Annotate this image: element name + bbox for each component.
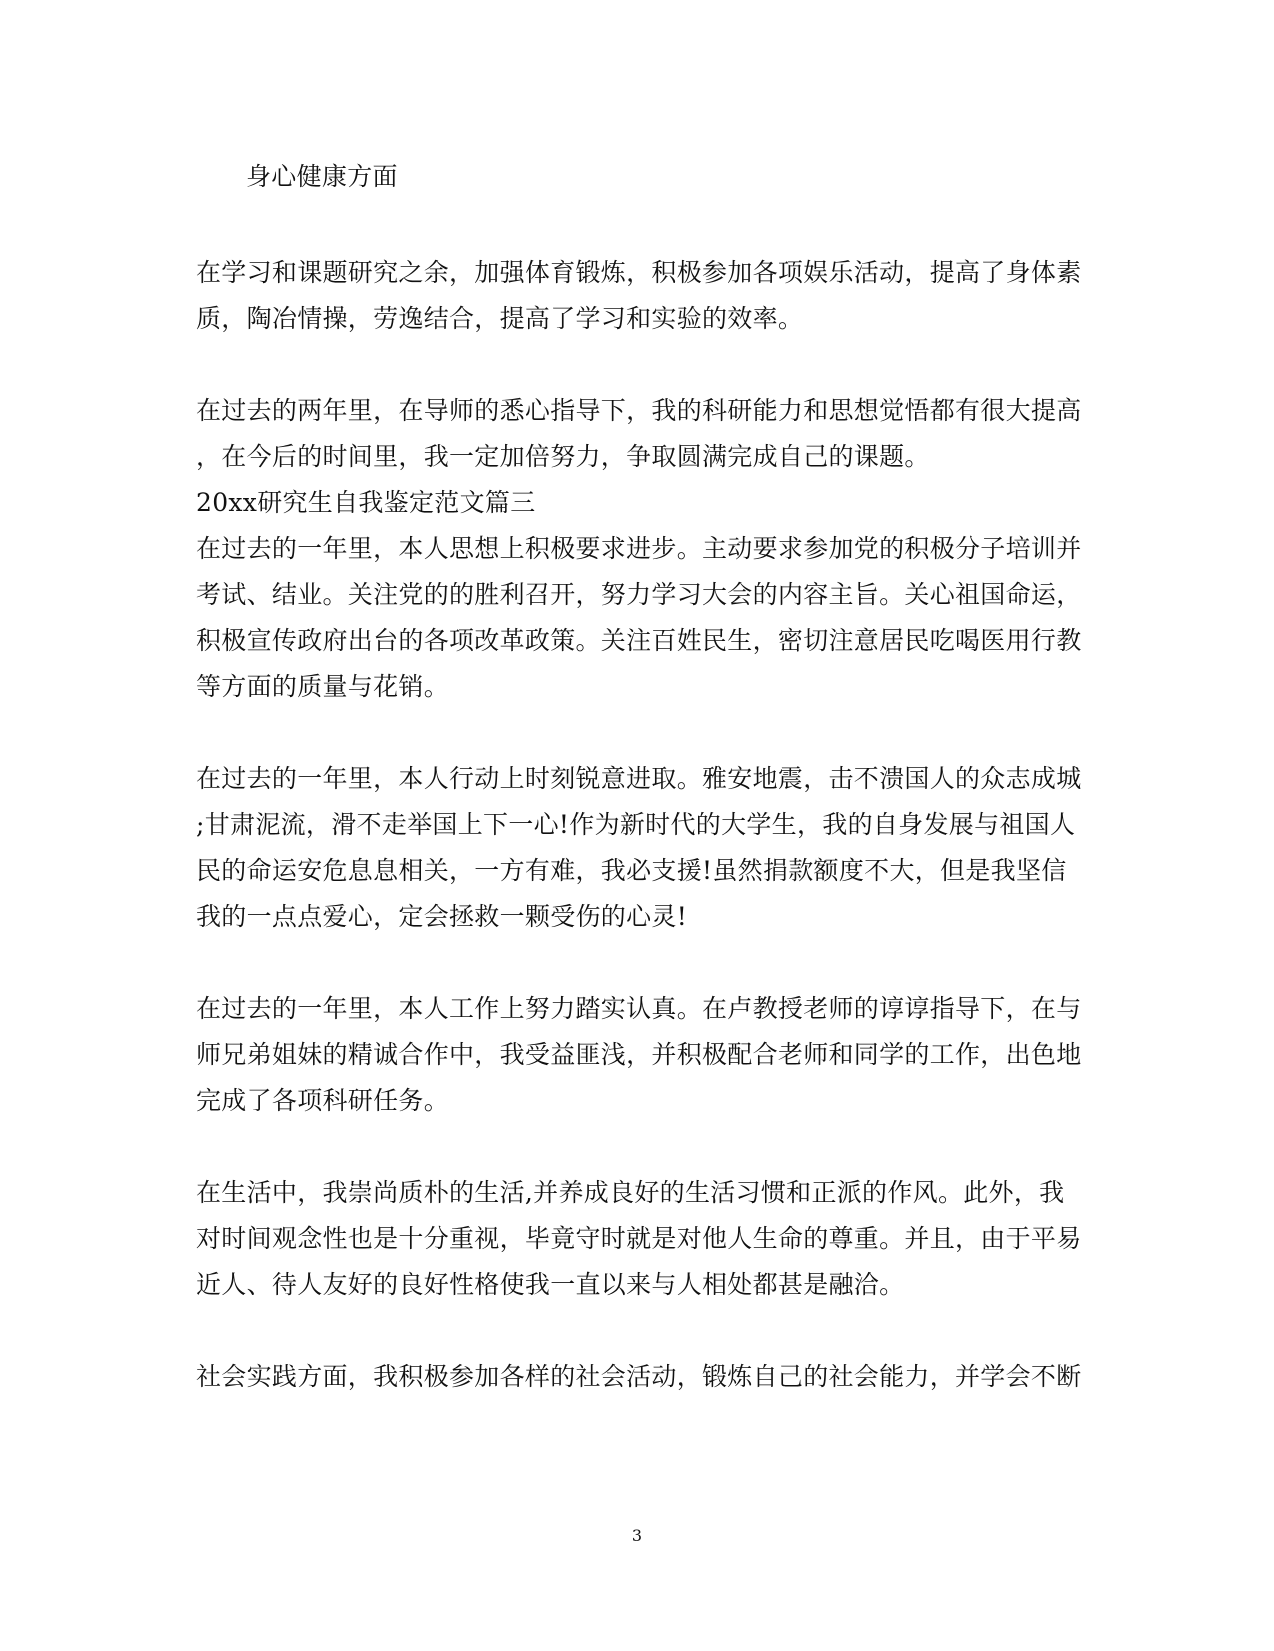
text-line: 社会实践方面，我积极参加各样的社会活动，锻炼自己的社会能力，并学会不断	[196, 1362, 1082, 1391]
text-line: 完成了各项科研任务。	[196, 1086, 450, 1115]
text-line: 在过去的一年里，本人行动上时刻锐意进取。雅安地震，击不溃国人的众志成城	[196, 764, 1082, 793]
text-line: ，在今后的时间里，我一定加倍努力，争取圆满完成自己的课题。	[196, 442, 930, 471]
text-line: 民的命运安危息息相关，一方有难，我必支援!虽然捐款额度不大，但是我坚信	[196, 856, 1067, 885]
text-line: 近人、待人友好的良好性格使我一直以来与人相处都甚是融洽。	[196, 1270, 905, 1299]
text-line: 对时间观念性也是十分重视，毕竟守时就是对他人生命的尊重。并且，由于平易	[196, 1224, 1082, 1253]
text-line: 在过去的两年里，在导师的悉心指导下，我的科研能力和思想觉悟都有很大提高	[196, 396, 1082, 425]
text-line: 质，陶冶情操，劳逸结合，提高了学习和实验的效率。	[196, 304, 804, 333]
text-line: 在学习和课题研究之余，加强体育锻炼，积极参加各项娱乐活动，提高了身体素	[196, 258, 1082, 287]
text-line: 考试、结业。关注党的的胜利召开，努力学习大会的内容主旨。关心祖国命运，	[196, 580, 1082, 609]
text-line: 在生活中，我崇尚质朴的生活,并养成良好的生活习惯和正派的作风。此外，我	[196, 1178, 1065, 1207]
text-line: 我的一点点爱心，定会拯救一颗受伤的心灵!	[196, 902, 688, 931]
section-heading: 身心健康方面	[246, 162, 398, 191]
text-line: 师兄弟姐妹的精诚合作中，我受益匪浅，并积极配合老师和同学的工作，出色地	[196, 1040, 1082, 1069]
article-title: 20xx研究生自我鉴定范文篇三	[196, 488, 536, 517]
text-line: ;甘肃泥流，滑不走举国上下一心!作为新时代的大学生，我的自身发展与祖国人	[196, 810, 1076, 839]
text-line: 在过去的一年里，本人思想上积极要求进步。主动要求参加党的积极分子培训并	[196, 534, 1082, 563]
page-number: 3	[631, 1526, 643, 1545]
text-line: 在过去的一年里，本人工作上努力踏实认真。在卢教授老师的谆谆指导下，在与	[196, 994, 1082, 1023]
text-line: 积极宣传政府出台的各项改革政策。关注百姓民生，密切注意居民吃喝医用行教	[196, 626, 1082, 655]
text-line: 等方面的质量与花销。	[196, 672, 450, 701]
